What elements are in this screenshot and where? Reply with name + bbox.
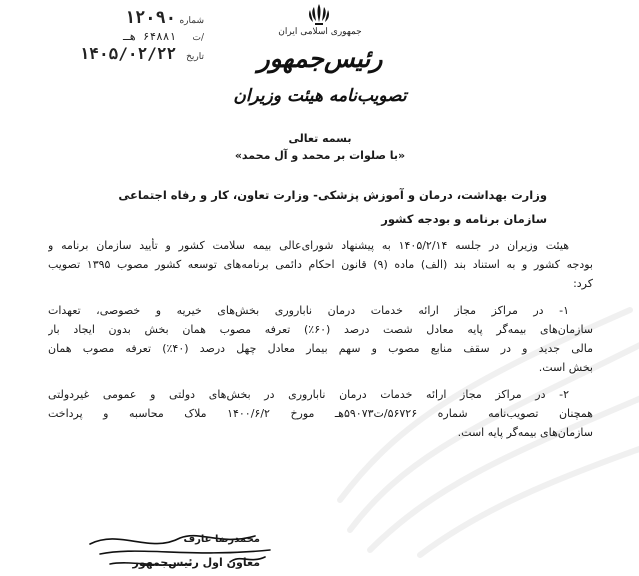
body-line: کرد: xyxy=(573,277,593,290)
reference-label: /ت xyxy=(192,33,204,43)
date-value: ۱۴۰۵/۰۲/۲۲ xyxy=(79,44,176,63)
clause-2-line: همچنان تصویب‌نامه شماره ۵۶۷۲۶/ت۵۹۰۷۳هـ مورخ ۱۴۰۰/۶/۲ ملاک محاسبه و پرداخت xyxy=(48,407,593,420)
date-row xyxy=(14,44,204,66)
salawat: «با صلوات بر محمد و آل محمد» xyxy=(234,149,406,162)
republic-title: جمهوری اسلامی ایران xyxy=(278,27,362,37)
date-label: تاریخ xyxy=(186,52,204,62)
clause-1-line: سازمان‌های بیمه‌گر پایه معادل شصت درصد (۶۰٪) تعرفه مصوب همان بخش بدون ایجاد بار xyxy=(48,323,593,336)
recipient-line: وزارت بهداشت، درمان و آموزش پزشکی- وزارت تعاون، کار و رفاه اجتماعی xyxy=(118,188,547,202)
clause-1-line: ۱- در مراکز مجاز ارائه خدمات درمان ناباروری بخش‌های خیریه و خصوصی، تعهدات xyxy=(48,304,569,317)
recipients xyxy=(118,183,547,231)
bismillah: بسمه تعالی xyxy=(288,132,352,145)
reference-value: ۶۴۸۸۱ هـ xyxy=(123,30,176,43)
president-title: رئیس‌جمهور xyxy=(257,44,383,73)
number-value: ۱۲۰۹۰ xyxy=(124,8,176,28)
decree-body xyxy=(48,238,593,444)
clause-1-line: مالی جدید و در سقف منابع مصوب و سهم بیمار معادل چهل درصد (۴۰٪) تعرفه مصوب همان xyxy=(48,342,593,355)
clause-2-line: ۲- در مراکز مجاز ارائه خدمات درمان ناباروری در بخش‌های دولتی و عمومی غیردولتی xyxy=(48,388,569,401)
recipient-line: سازمان برنامه و بودجه کشور xyxy=(381,212,547,226)
iran-emblem-icon xyxy=(306,2,332,26)
clause-2-line: سازمان‌های بیمه‌گر پایه است. xyxy=(457,426,593,439)
clause-1-line: بخش است. xyxy=(538,361,593,374)
number-row xyxy=(14,8,204,30)
signatory-title: معاون اول رئیس‌جمهور xyxy=(132,556,260,569)
body-line: بودجه کشور و به استناد بند (الف) ماده (۹) قانون احکام دائمی برنامه‌های توسعه کشور مصوب ۱۳۹۵ تصویب xyxy=(48,258,593,271)
number-label: شماره xyxy=(179,16,204,26)
signatory-name: محمدرضا عارف xyxy=(183,534,260,545)
reference-block xyxy=(14,8,204,66)
body-line: هیئت وزیران در جلسه ۱۴۰۵/۲/۱۴ به پیشنهاد شورای‌عالی بیمه سلامت کشور و تأیید سازمان برنامه و xyxy=(48,239,569,252)
approval-title: تصویب‌نامه هیئت وزیران xyxy=(233,86,407,106)
reference-row xyxy=(14,30,204,44)
